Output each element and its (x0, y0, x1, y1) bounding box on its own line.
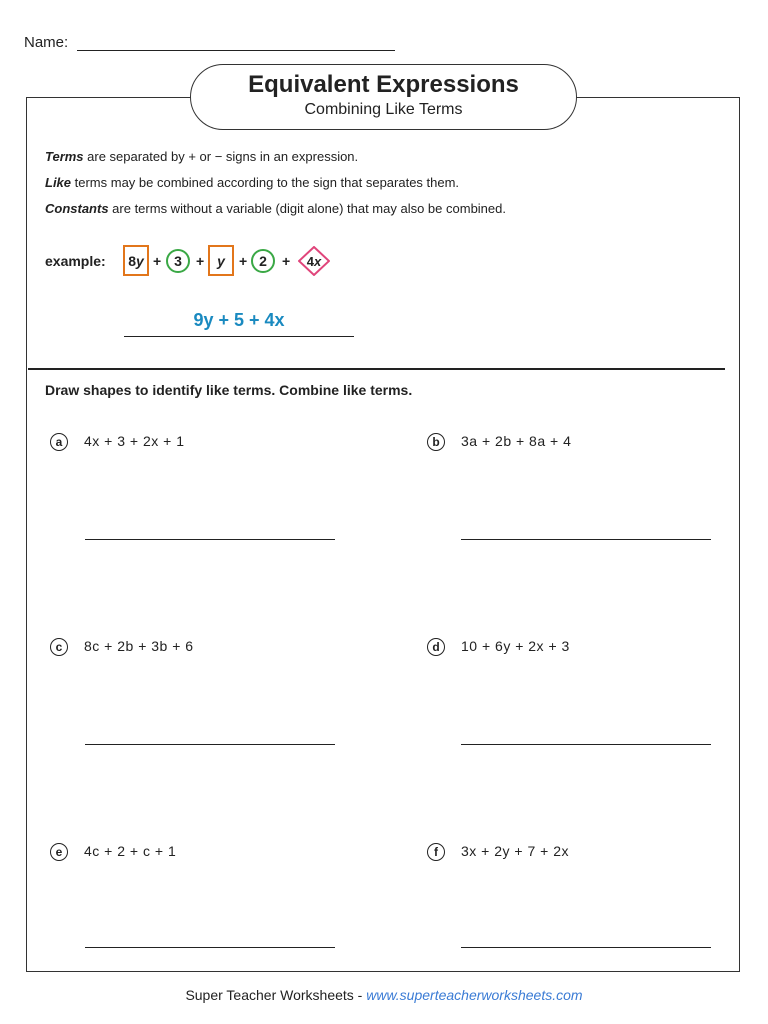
name-input-line[interactable] (77, 50, 395, 51)
problem-letter-b: b (427, 433, 445, 451)
footer-brand: Super Teacher Worksheets - (185, 987, 367, 1003)
answer-line-f[interactable] (461, 947, 711, 948)
rule-term: Terms (45, 149, 84, 164)
plus-sign: + (153, 253, 162, 269)
problem-expression-a: 4x + 3 + 2x + 1 (84, 433, 185, 449)
title-banner (190, 64, 577, 130)
answer-line-c[interactable] (85, 744, 335, 745)
rule-text: terms may be combined according to the sign that separates them. (71, 175, 460, 190)
term-coef: 2 (259, 253, 267, 269)
problem-letter-e: e (50, 843, 68, 861)
rule-term: Constants (45, 201, 109, 216)
example-answer-line (124, 336, 354, 337)
page-subtitle: Combining Like Terms (304, 101, 463, 118)
example-term-diamond (298, 246, 330, 276)
example-label: example: (45, 253, 106, 269)
answer-line-a[interactable] (85, 539, 335, 540)
name-label: Name: (24, 34, 69, 51)
rule-text: are separated by + or − signs in an expression. (83, 149, 359, 164)
problem-expression-e: 4c + 2 + c + 1 (84, 843, 177, 859)
footer (0, 987, 768, 1003)
example-term-circle (166, 249, 190, 273)
problem-expression-c: 8c + 2b + 3b + 6 (84, 638, 194, 654)
rule-terms (45, 149, 358, 164)
worksheet-frame (26, 97, 740, 972)
problem-expression-d: 10 + 6y + 2x + 3 (461, 638, 570, 654)
directions: Draw shapes to identify like terms. Combine like terms. (45, 382, 413, 398)
rule-like (45, 175, 459, 190)
plus-sign: + (196, 253, 205, 269)
section-divider (28, 368, 725, 370)
rule-term: Like (45, 175, 72, 190)
example-answer: 9y + 5 + 4x (193, 310, 285, 330)
problem-letter-c: c (50, 638, 68, 656)
rule-text: are terms without a variable (digit alone) that may also be combined. (108, 201, 506, 216)
rule-constants (45, 201, 506, 216)
term-coef: 4 (306, 253, 314, 269)
problem-expression-b: 3a + 2b + 8a + 4 (461, 433, 572, 449)
term-coef: 8 (128, 252, 136, 269)
problem-letter-a: a (50, 433, 68, 451)
term-var: x (314, 253, 322, 269)
page-title: Equivalent Expressions (248, 71, 519, 98)
term-var: y (217, 252, 225, 269)
problem-expression-f: 3x + 2y + 7 + 2x (461, 843, 570, 859)
term-var: y (136, 252, 144, 269)
answer-line-d[interactable] (461, 744, 711, 745)
plus-sign: + (239, 253, 248, 269)
example-term-circle (251, 249, 275, 273)
plus-sign: + (282, 253, 291, 269)
answer-line-b[interactable] (461, 539, 711, 540)
answer-line-e[interactable] (85, 947, 335, 948)
example-term-square (123, 245, 149, 276)
term-coef: 3 (174, 253, 182, 269)
example-term-square (208, 245, 234, 276)
problem-letter-d: d (427, 638, 445, 656)
problem-letter-f: f (427, 843, 445, 861)
footer-url-link[interactable]: www.superteacherworksheets.com (366, 987, 583, 1003)
